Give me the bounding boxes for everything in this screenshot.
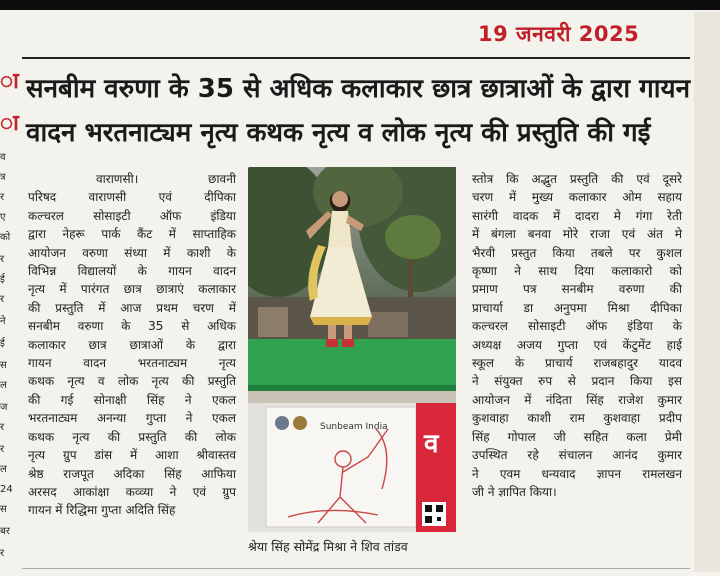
edition-date: 19 जनवरी 2025	[478, 22, 640, 46]
article-line: भरतनाट्यम अनन्या गुप्ता ने एकल	[28, 411, 236, 426]
fragment-text: र	[0, 294, 5, 305]
fragment-text: ज	[0, 402, 8, 413]
fragment-text: स	[0, 504, 7, 515]
news-photo	[248, 167, 456, 532]
page-edge	[694, 12, 720, 572]
article-line: श्रेष्ठ राजपूत अदिका सिंह आफिया	[28, 466, 236, 481]
article-line: ने एवम धन्यवाद ज्ञापन रामलखन	[472, 466, 682, 481]
article-line: कृष्णा ने साथ दिया कलाकारो को	[472, 264, 682, 279]
article-line: अरसद आकांक्षा कव्व्या ने एवं ग्रुप	[28, 484, 236, 499]
dancer-performance-image	[248, 167, 456, 532]
article-line: विभिन्न विद्यालयों के गायन वादन	[28, 264, 236, 279]
article-line: वाराणसी। छावनी	[96, 172, 236, 186]
article-line: की प्रस्तुति में आज प्रथम चरण में	[28, 300, 236, 315]
article-line: भैरवी प्रस्तुत किया तबले पर कुशल	[472, 245, 682, 260]
article-line: प्राचार्या डा अनुपमा मिश्रा दीपिका	[472, 300, 682, 315]
banner-logo-text: Sunbeam India	[320, 422, 388, 432]
article-line: ने संयुक्त रुप से प्रदान किया इस	[472, 374, 682, 389]
article-line: अध्यक्ष अजय गुप्ता एवं केंटुमेंट हाई	[472, 337, 682, 352]
article-line: स्तोत्र कि अद्भुत प्रस्तुति की एवं दूसरे	[472, 172, 682, 186]
headline-line-2: वादन भरतनाट्यम नृत्य कथक नृत्य व लोक नृत्य की प्रस्तुति की गई	[26, 118, 651, 148]
fragment-text: ा	[0, 69, 19, 94]
adjacent-column-fragment	[0, 60, 20, 570]
article-line: सिंह गोपाल जी सहित कला प्रेमी	[472, 429, 682, 444]
photo-caption: श्रेया सिंह सोमेंद्र मिश्रा ने शिव तांडव	[248, 539, 408, 554]
fragment-text: व	[0, 152, 6, 163]
article-line: उपस्थित रहे संचालन आनंद कुमार	[472, 448, 682, 463]
article-line: आयोजन वरुणा संध्या में काशी के	[28, 245, 236, 260]
fragment-text: र	[0, 444, 5, 455]
article-line: गायन में रिद्धिमा गुप्ता अदिति सिंह	[28, 503, 176, 518]
article-line: प्रमाण पत्र सनबीम वरुणा की	[472, 282, 682, 297]
article-line: कथक नृत्य की प्रस्तुति की लोक	[28, 429, 236, 444]
article-line: आयोजन में नंदिता सिंह राजेश कुमार	[472, 392, 682, 407]
fragment-text: र	[0, 422, 5, 433]
article-line: परिषद वाराणसी एवं दीपिका	[28, 190, 236, 205]
fragment-text: त्र	[0, 172, 6, 183]
fragment-text: ल	[0, 464, 7, 475]
fragment-text: ए	[0, 212, 6, 223]
article-line: नृत्य में पारंगत छात्र छात्राएं कलाकार	[28, 282, 236, 297]
fragment-text: को	[0, 232, 11, 243]
fragment-text: ने	[0, 316, 6, 327]
fragment-text: र	[0, 254, 5, 265]
article-column-3	[472, 170, 682, 501]
fragment-text: र	[0, 548, 5, 559]
fragment-text: ई	[0, 274, 5, 285]
fragment-text: ई	[0, 338, 5, 349]
fragment-text: स	[0, 360, 7, 371]
article-line: चरण में मुख्य कलाकार ओम सहाय	[472, 190, 682, 205]
article-line: कल्चरल सोसाइटी ऑफ इंडिया	[28, 208, 236, 223]
article-line: कलाकार छात्र छात्राओं के द्वारा	[28, 337, 236, 352]
fragment-text: बर	[0, 526, 10, 537]
top-black-bar	[0, 0, 720, 10]
article-line: कथक नृत्य व लोक नृत्य की प्रस्तुति	[28, 374, 236, 389]
article-line: सनबीम वरुणा के 35 से अधिक	[28, 319, 236, 334]
article-line: द्वारा नेहरू पार्क कैंट में साप्ताहिक	[28, 227, 236, 242]
fragment-text: 24	[0, 484, 13, 495]
article-column-1	[28, 170, 236, 520]
fragment-text: र	[0, 192, 5, 203]
article-line: की गई सोनाक्षी सिंह ने एकल	[28, 392, 236, 407]
article-line: गायन वादन भरतनाट्यम नृत्य	[28, 356, 236, 371]
fragment-text: ा	[0, 111, 19, 136]
banner-letter: व	[424, 429, 439, 459]
article-line: कल्चरल सोसाइटी ऑफ इंडिया के	[472, 319, 682, 334]
article-line: सारंगी वादक में दादरा मे गंगा रेती	[472, 208, 682, 223]
fragment-text: ल	[0, 380, 7, 391]
article-line: स्कूल के प्राचार्य राजबहादुर यादव	[472, 356, 682, 371]
header-rule	[22, 57, 690, 59]
article-line: कुशवाहा काशी राम कुशवाहा प्रदीप	[472, 411, 682, 426]
article-line: नृत्य ग्रुप डांस में आशा श्रीवास्तव	[28, 448, 236, 463]
article-line: में बंगला बनवा मोरे राजा एवं अंत मे	[472, 227, 682, 242]
article-line: जी ने ज्ञापित किया।	[472, 484, 557, 499]
bottom-rule	[22, 568, 690, 569]
headline-line-1: सनबीम वरुणा के 35 से अधिक कलाकार छात्र छात्राओं के द्वारा गायन	[26, 74, 691, 104]
